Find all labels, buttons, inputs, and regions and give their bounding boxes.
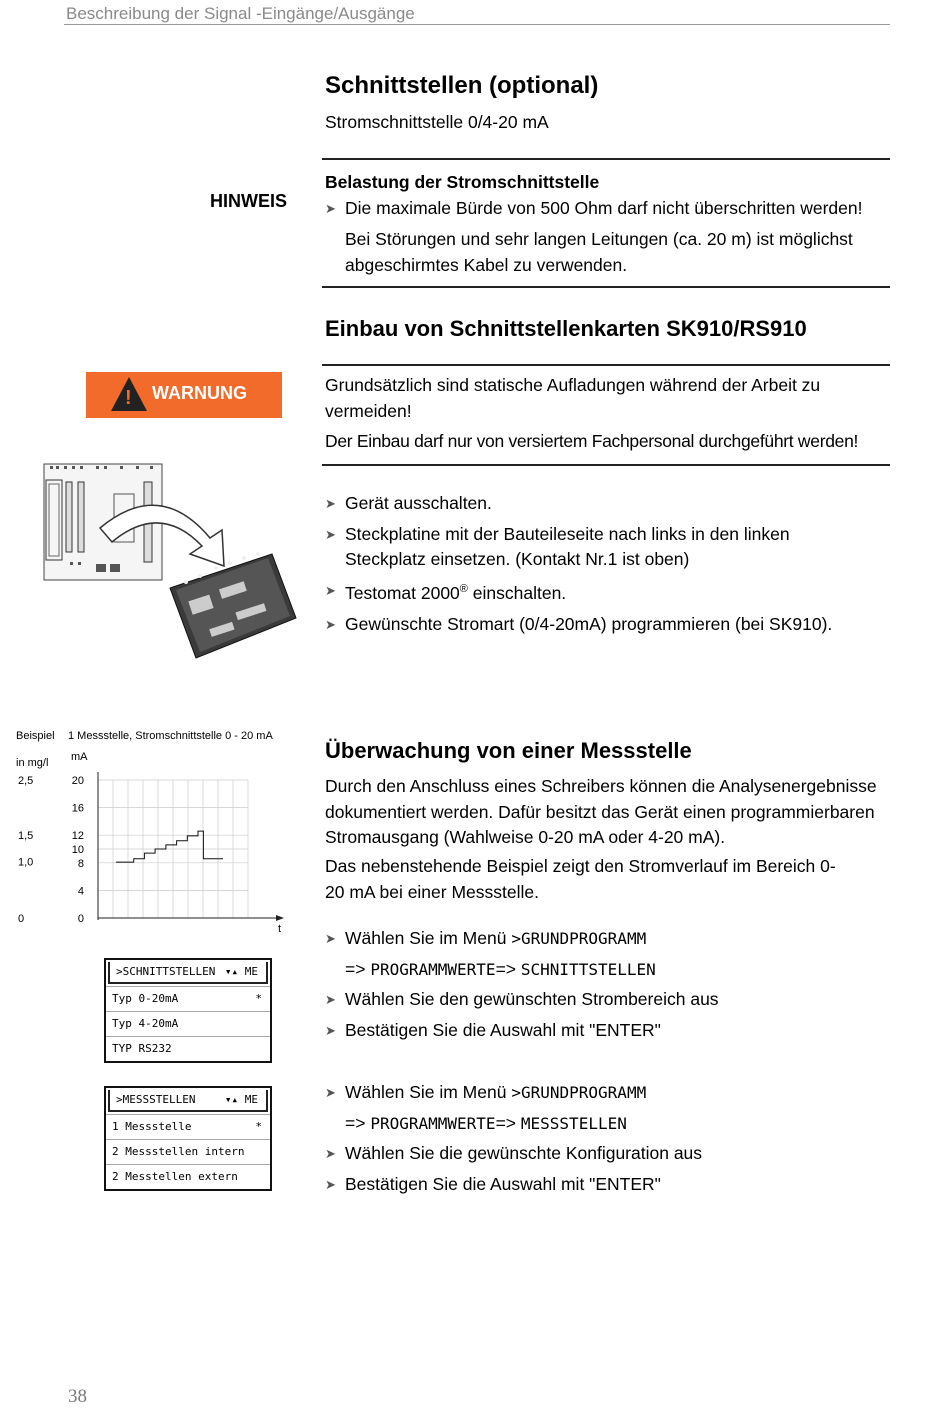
exclamation-triangle-icon: ! bbox=[111, 377, 147, 411]
tick-label-mgl: 1,5 bbox=[18, 830, 34, 843]
section-subtitle: Stromschnittstelle 0/4-20 mA bbox=[325, 112, 549, 132]
menu-step-path: => PROGRAMMWERTE=> SCHNITTSTELLEN bbox=[345, 958, 656, 979]
tick-label-mgl: 0 bbox=[18, 913, 25, 925]
step-item: ➤ Gerät ausschalten. bbox=[325, 491, 890, 517]
menu-step: ➤ Wählen Sie den gewünschten Strombereich aus bbox=[325, 987, 890, 1013]
step-item: ➤ Gewünschte Stromart (0/4-20mA) programmieren (bei SK910). bbox=[325, 612, 890, 638]
menu-steps-interfaces bbox=[325, 926, 890, 1043]
step-testomat-text: Testomat 2000® einschalten. bbox=[345, 583, 567, 604]
x-axis-label: t bbox=[278, 923, 282, 935]
chart-ylabel-ma: mA bbox=[71, 751, 88, 763]
note-bullet: ➤ Die maximale Bürde von 500 Ohm darf nicht überschritten werden! bbox=[325, 196, 890, 222]
menu-step-path: => PROGRAMMWERTE=> MESSSTELLEN bbox=[345, 1112, 627, 1133]
chart-ylabel-mgl: in mg/l bbox=[16, 757, 49, 769]
menu-step: ➤ Wählen Sie die gewünschte Konfiguration aus bbox=[325, 1141, 890, 1167]
warning-badge bbox=[86, 372, 282, 418]
menu-path-grundprogramm: >GRUNDPROGRAMM bbox=[511, 1083, 647, 1102]
chart-example-label: Beispiel bbox=[16, 730, 55, 742]
lcd-option-row[interactable]: Typ 4-20mA bbox=[106, 1011, 270, 1036]
lcd-measuring-points-menu bbox=[104, 1086, 272, 1191]
lcd-option-row[interactable]: 1 Messstelle * bbox=[106, 1114, 270, 1139]
chart-title: 1 Messstelle, Stromschnittstelle 0 - 20 mA bbox=[68, 730, 273, 742]
tick-label-ma: 10 bbox=[71, 844, 84, 856]
tick-label-ma: 12 bbox=[71, 830, 84, 843]
menu-step: ➤ Wählen Sie im Menü >GRUNDPROGRAMM bbox=[325, 926, 890, 952]
warning-top-rule bbox=[322, 364, 890, 366]
series-line bbox=[116, 831, 223, 862]
menu-step: ➤ Wählen Sie im Menü >GRUNDPROGRAMM bbox=[325, 1080, 890, 1106]
warning-label: WARNUNG bbox=[152, 383, 247, 403]
tick-label-ma: 20 bbox=[71, 775, 84, 787]
header-divider bbox=[64, 24, 890, 25]
lcd-option-row[interactable]: TYP RS232 bbox=[106, 1036, 270, 1061]
section-title-installation: Einbau von Schnittstellenkarten SK910/RS910 bbox=[325, 316, 807, 341]
lcd-option-row[interactable]: 2 Messstellen intern bbox=[106, 1139, 270, 1164]
tick-label-mgl: 2,5 bbox=[18, 775, 34, 787]
tick-label-ma: 16 bbox=[71, 802, 84, 815]
tick-label-ma: 4 bbox=[77, 885, 84, 898]
note-bottom-rule bbox=[322, 286, 890, 288]
tick-label-ma: 0 bbox=[77, 913, 84, 925]
note-label: HINWEIS bbox=[210, 191, 288, 211]
note-text: Bei Störungen und sehr langen Leitungen (ca. 20 m) ist möglichst abgeschirmtes Kabel zu verwenden. bbox=[345, 228, 853, 275]
lcd-option-row[interactable]: 2 Messtellen extern bbox=[106, 1164, 270, 1189]
menu-path-grundprogramm: >GRUNDPROGRAMM bbox=[511, 929, 647, 948]
x-axis-arrow bbox=[276, 915, 284, 921]
menu-steps-measuring-points bbox=[325, 1080, 890, 1197]
note-box bbox=[325, 170, 890, 278]
menu-step: ➤ Bestätigen Sie die Auswahl mit "ENTER" bbox=[325, 1172, 890, 1198]
note-heading: Belastung der Stromschnittstelle bbox=[325, 172, 600, 192]
lcd-header: >SCHNITTSTELLEN ▾▴ ME bbox=[108, 962, 268, 984]
warning-bottom-rule bbox=[322, 464, 890, 466]
section-title-monitoring: Überwachung von einer Messstelle bbox=[325, 738, 692, 763]
lcd-option-row[interactable]: Typ 0-20mA * bbox=[106, 986, 270, 1011]
menu-step: ➤ Bestätigen Sie die Auswahl mit "ENTER" bbox=[325, 1018, 890, 1044]
warning-text-1: Grundsätzlich sind statische Aufladungen während der Arbeit zu vermeiden! bbox=[325, 375, 821, 421]
note-top-rule bbox=[322, 158, 890, 160]
warning-text-2: Der Einbau darf nur von versiertem Fachpersonal durchgeführt werden! bbox=[325, 431, 859, 451]
current-chart bbox=[10, 760, 300, 940]
step-item bbox=[325, 578, 890, 607]
lcd-header: >MESSSTELLEN ▾▴ ME bbox=[108, 1090, 268, 1112]
installation-steps bbox=[325, 491, 890, 637]
page-number: 38 bbox=[68, 1386, 87, 1407]
page-header-title: Beschreibung der Signal -Eingänge/Ausgänge bbox=[66, 4, 415, 23]
monitoring-para-2: Das nebenstehende Beispiel zeigt den Stromverlauf im Bereich 0-20 mA bei einer Messstelle. bbox=[325, 856, 836, 902]
tick-label-ma: 8 bbox=[77, 857, 84, 870]
lcd-interfaces-menu bbox=[104, 958, 272, 1063]
section-title-interfaces: Schnittstellen (optional) bbox=[325, 72, 599, 99]
step-item: ➤ Steckplatine mit der Bauteileseite nach links in den linken Steckplatz einsetzen. (Kontakt Nr.1 ist oben) bbox=[325, 522, 870, 573]
monitoring-para-1: Durch den Anschluss eines Schreibers können die Analysenergebnisse dokumentiert werden. Dafür besitzt das Gerät einen programmierbaren Stromausgang (Wahlweise 0-20 mA oder 4-20 mA). bbox=[325, 776, 877, 847]
tick-label-mgl: 1,0 bbox=[18, 856, 34, 869]
circuit-board-illustration bbox=[40, 458, 300, 660]
